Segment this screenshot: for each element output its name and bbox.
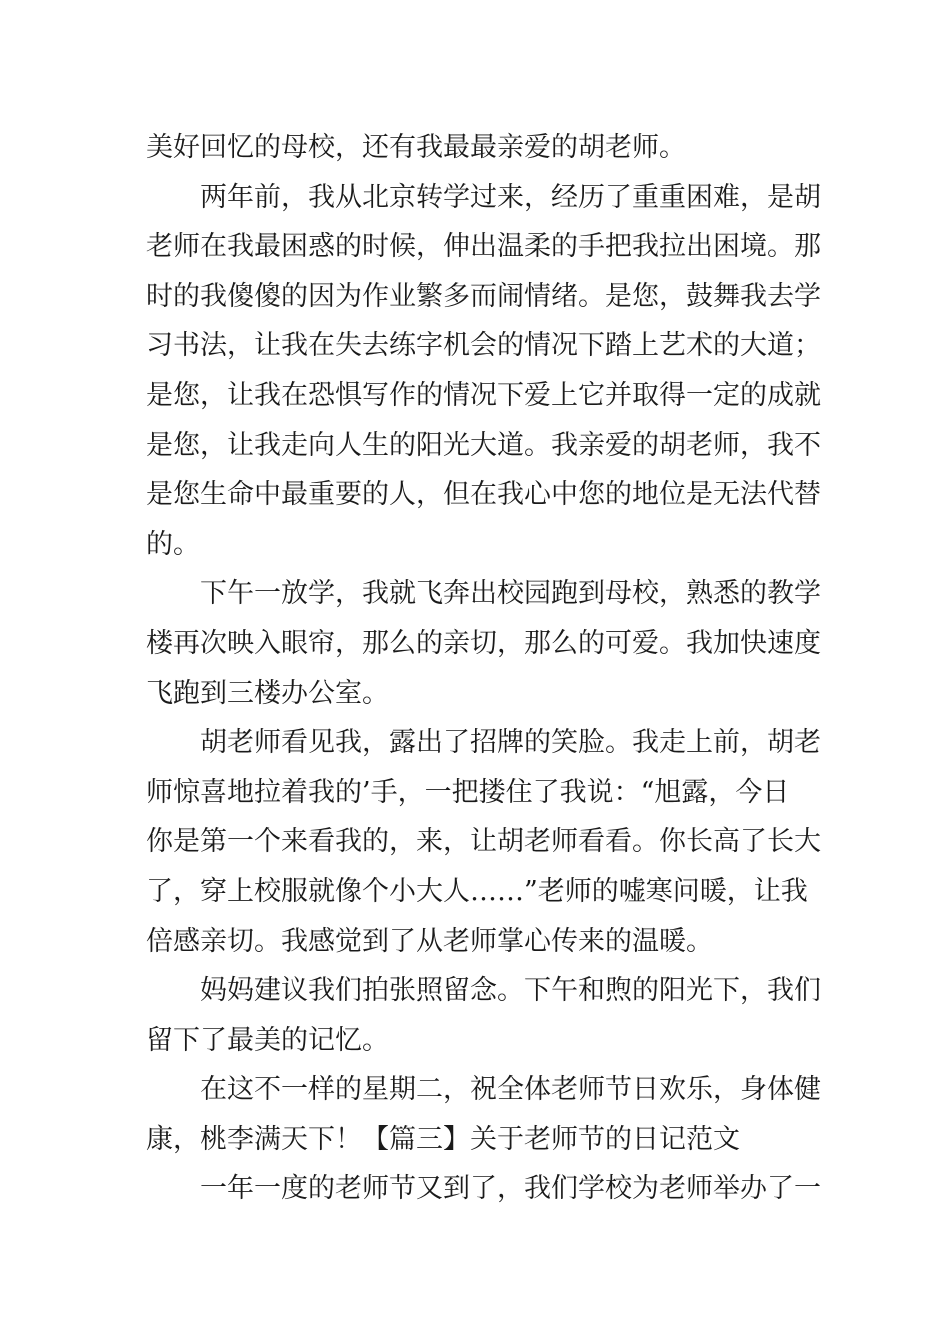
text-line: 下午一放学，我就飞奔出校园跑到母校，熟悉的教学 <box>200 578 821 610</box>
text-line: 时的我傻傻的因为作业繁多而闹情绪。是您，鼓舞我去学 <box>146 280 821 312</box>
text-line: 老师在我最困惑的时候，伸出温柔的手把我拉出困境。那 <box>146 231 821 263</box>
text-line: 是您，让我走向人生的阳光大道。我亲爱的胡老师，我不 <box>146 429 821 461</box>
text-line: 妈妈建议我们拍张照留念。下午和煦的阳光下，我们 <box>200 975 821 1007</box>
text-line: 康，桃李满天下！【篇三】关于老师节的日记范文 <box>146 1123 740 1155</box>
text-line: 了，穿上校服就像个小大人……”老师的嘘寒问暖，让我 <box>146 875 808 907</box>
text-line: 飞跑到三楼办公室。 <box>146 677 389 709</box>
text-line: 留下了最美的记忆。 <box>146 1024 389 1056</box>
text-line: 胡老师看见我，露出了招牌的笑脸。我走上前，胡老 <box>200 727 821 759</box>
text-line: 倍感亲切。我感觉到了从老师掌心传来的温暖。 <box>146 925 713 957</box>
document-body <box>146 123 821 1214</box>
text-line: 美好回忆的母校，还有我最最亲爱的胡老师。 <box>146 132 686 163</box>
text-line: 是您，让我在恐惧写作的情况下爱上它并取得一定的成就 <box>146 379 821 411</box>
text-line: 师惊喜地拉着我的’手，一把搂住了我说：“旭露，今日 <box>146 776 790 808</box>
text-line: 一年一度的老师节又到了，我们学校为老师举办了一 <box>200 1173 821 1205</box>
text-line: 楼再次映入眼帘，那么的亲切，那么的可爱。我加快速度 <box>146 627 821 659</box>
text-line: 你是第一个来看我的，来，让胡老师看看。你长高了长大 <box>146 826 821 858</box>
text-line: 的。 <box>146 528 200 560</box>
text-line: 习书法，让我在失去练字机会的情况下踏上艺术的大道； <box>146 330 821 362</box>
text-line: 是您生命中最重要的人，但在我心中您的地位是无法代替 <box>146 479 821 511</box>
text-line: 在这不一样的星期二，祝全体老师节日欢乐，身体健 <box>200 1074 821 1106</box>
text-line: 两年前，我从北京转学过来，经历了重重困难，是胡 <box>200 181 821 213</box>
